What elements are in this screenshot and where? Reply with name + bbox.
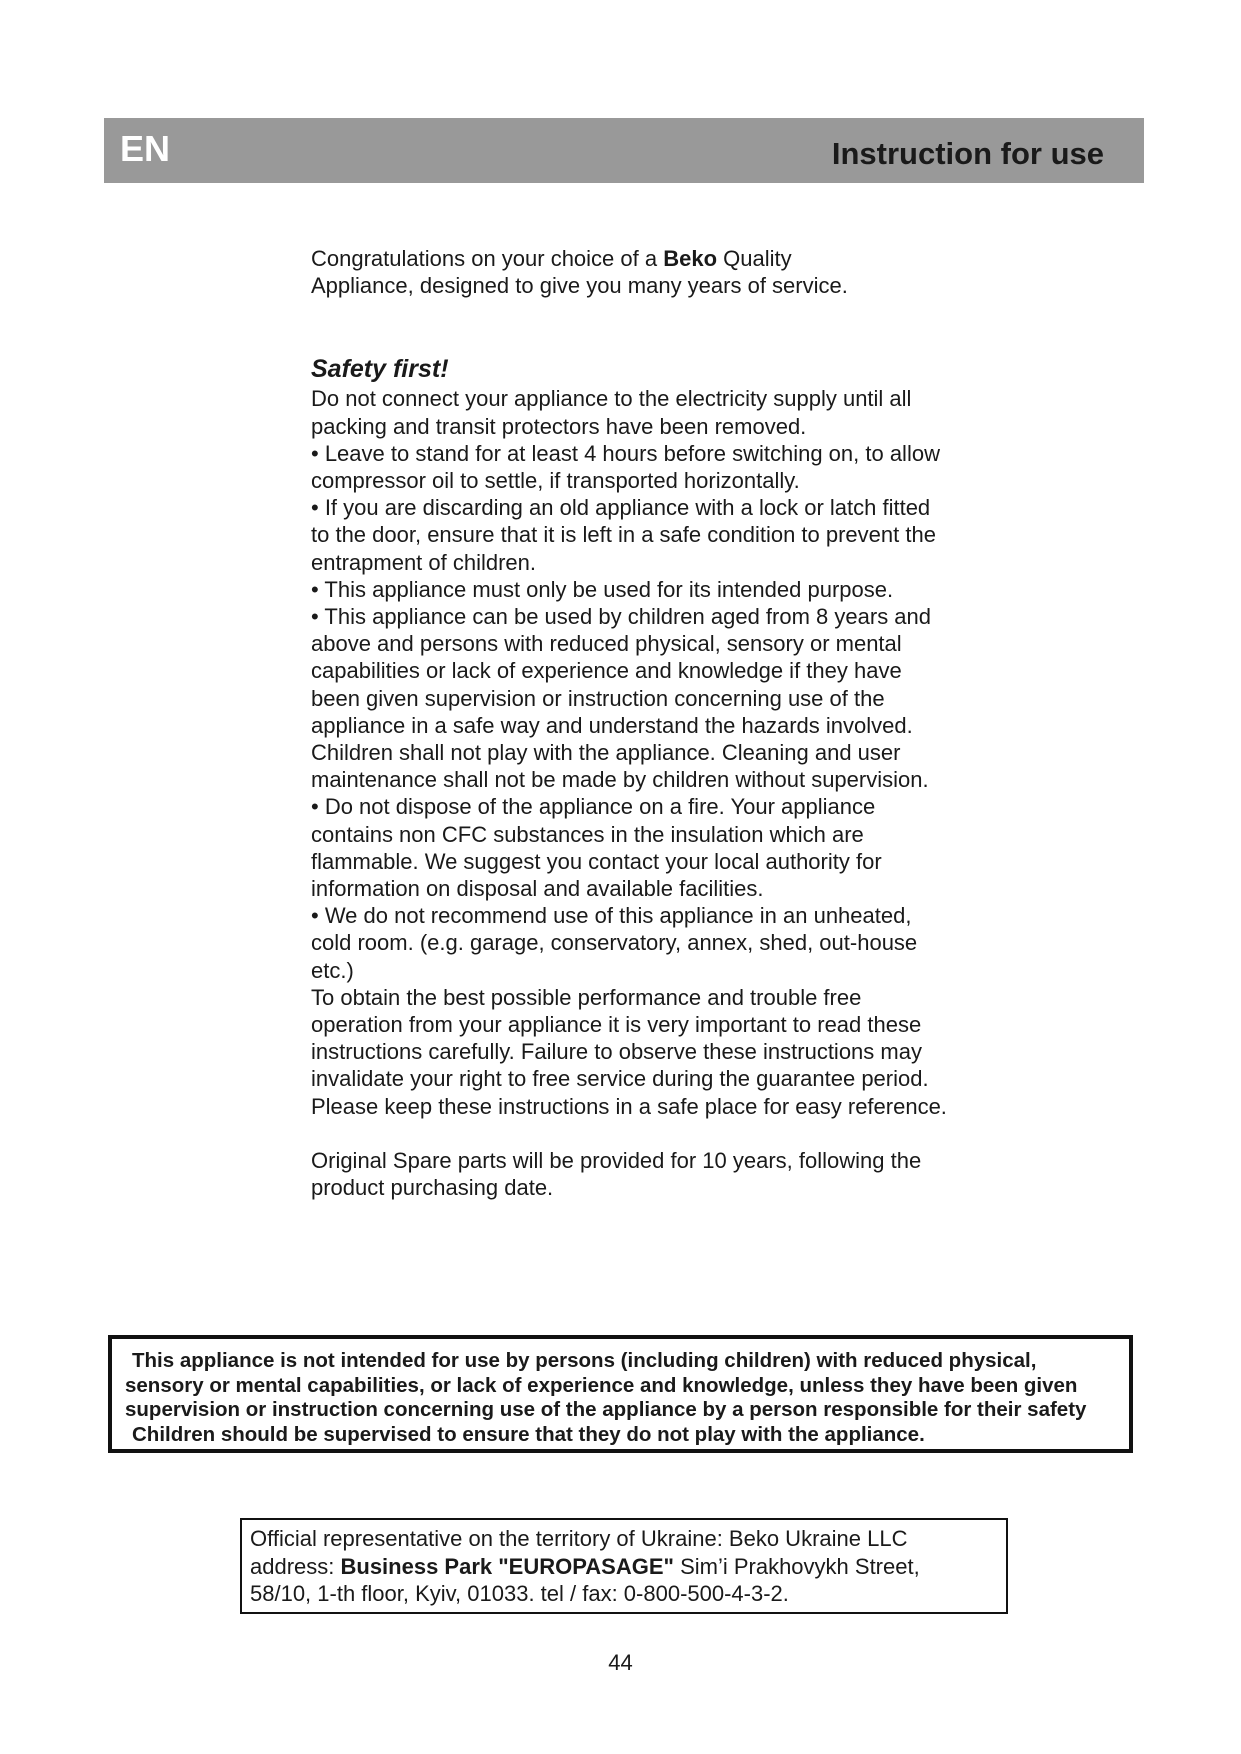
representative-box xyxy=(240,1518,1008,1614)
language-code: EN xyxy=(120,128,171,169)
warning-line: supervision or instruction concerning use of the appliance by a person responsible for their safety xyxy=(125,1398,1087,1421)
safety-paragraph: To obtain the best possible performance and trouble free operation from your appliance it is very important to read these instructions carefully. Failure to observe these instructions may invalidate your right to free service during the guarantee period. xyxy=(311,984,929,1092)
intro-paragraph xyxy=(311,245,951,299)
spare-parts-note: Original Spare parts will be provided for 10 years, following the product purchasing date. xyxy=(311,1147,922,1201)
intro-text-2: Quality xyxy=(717,246,792,271)
header-bar xyxy=(104,118,1144,183)
warning-line: This appliance is not intended for use by persons (including children) with reduced physical, xyxy=(132,1349,1037,1372)
safety-paragraph: Do not connect your appliance to the electricity supply until all packing and transit protectors have been removed. xyxy=(311,386,912,439)
intro-text-3: Appliance, designed to give you many years of service. xyxy=(311,273,848,299)
document-title: Instruction for use xyxy=(831,136,1104,171)
safety-paragraph: • This appliance can be used by children aged from 8 years and above and persons with reduced physical, sensory or mental capabilities or lack of experience and knowledge if they have been given supervision or instruction concerning use of the appliance in a safe way and understand the hazards involved. Children shall not play with the appliance. Cleaning and user maintenance shall not be made by children without supervision. xyxy=(311,604,932,793)
representative-contact: 58/10, 1-th floor, Kyiv, 01033. tel / fax: 0-800-500-4-3-2. xyxy=(250,1581,789,1606)
page-number: 44 xyxy=(608,1650,633,1675)
address-label: address: xyxy=(250,1553,341,1579)
intro-text: Congratulations on your choice of a xyxy=(311,246,664,271)
representative-line: Official representative on the territory of Ukraine: Beko Ukraine LLC xyxy=(250,1526,908,1551)
safety-paragraph: • We do not recommend use of this appliance in an unheated, cold room. (e.g. garage, conservatory, annex, shed, out-house etc.) xyxy=(311,903,918,983)
address-business-park: Business Park "EUROPASAGE" xyxy=(340,1553,674,1579)
safety-paragraph: • Do not dispose of the appliance on a fire. Your appliance contains non CFC substances in the insulation which are flammable. We suggest you contact your local authority for information on disposal and available facilities. xyxy=(311,794,882,902)
brand-name: Beko xyxy=(663,246,718,271)
address-street: Sim’i Prakhovykh Street, xyxy=(673,1553,920,1579)
warning-line: sensory or mental capabilities, or lack of experience and knowledge, unless they have been given xyxy=(125,1374,1078,1397)
main-content xyxy=(311,245,951,1201)
safety-paragraph: • If you are discarding an old appliance with a lock or latch fitted to the door, ensure that it is left in a safe condition to prevent the entrapment of children. xyxy=(311,495,936,575)
safety-paragraph: Please keep these instructions in a safe place for easy reference. xyxy=(311,1093,947,1119)
safety-paragraph: • This appliance must only be used for its intended purpose. xyxy=(311,576,894,602)
safety-paragraph: • Leave to stand for at least 4 hours before switching on, to allow compressor oil to settle, if transported horizontally. xyxy=(311,440,940,494)
warning-box xyxy=(108,1335,1133,1453)
representative-address xyxy=(250,1553,998,1581)
warning-line: Children should be supervised to ensure that they do not play with the appliance. xyxy=(132,1423,925,1446)
safety-heading: Safety first! xyxy=(311,355,449,384)
